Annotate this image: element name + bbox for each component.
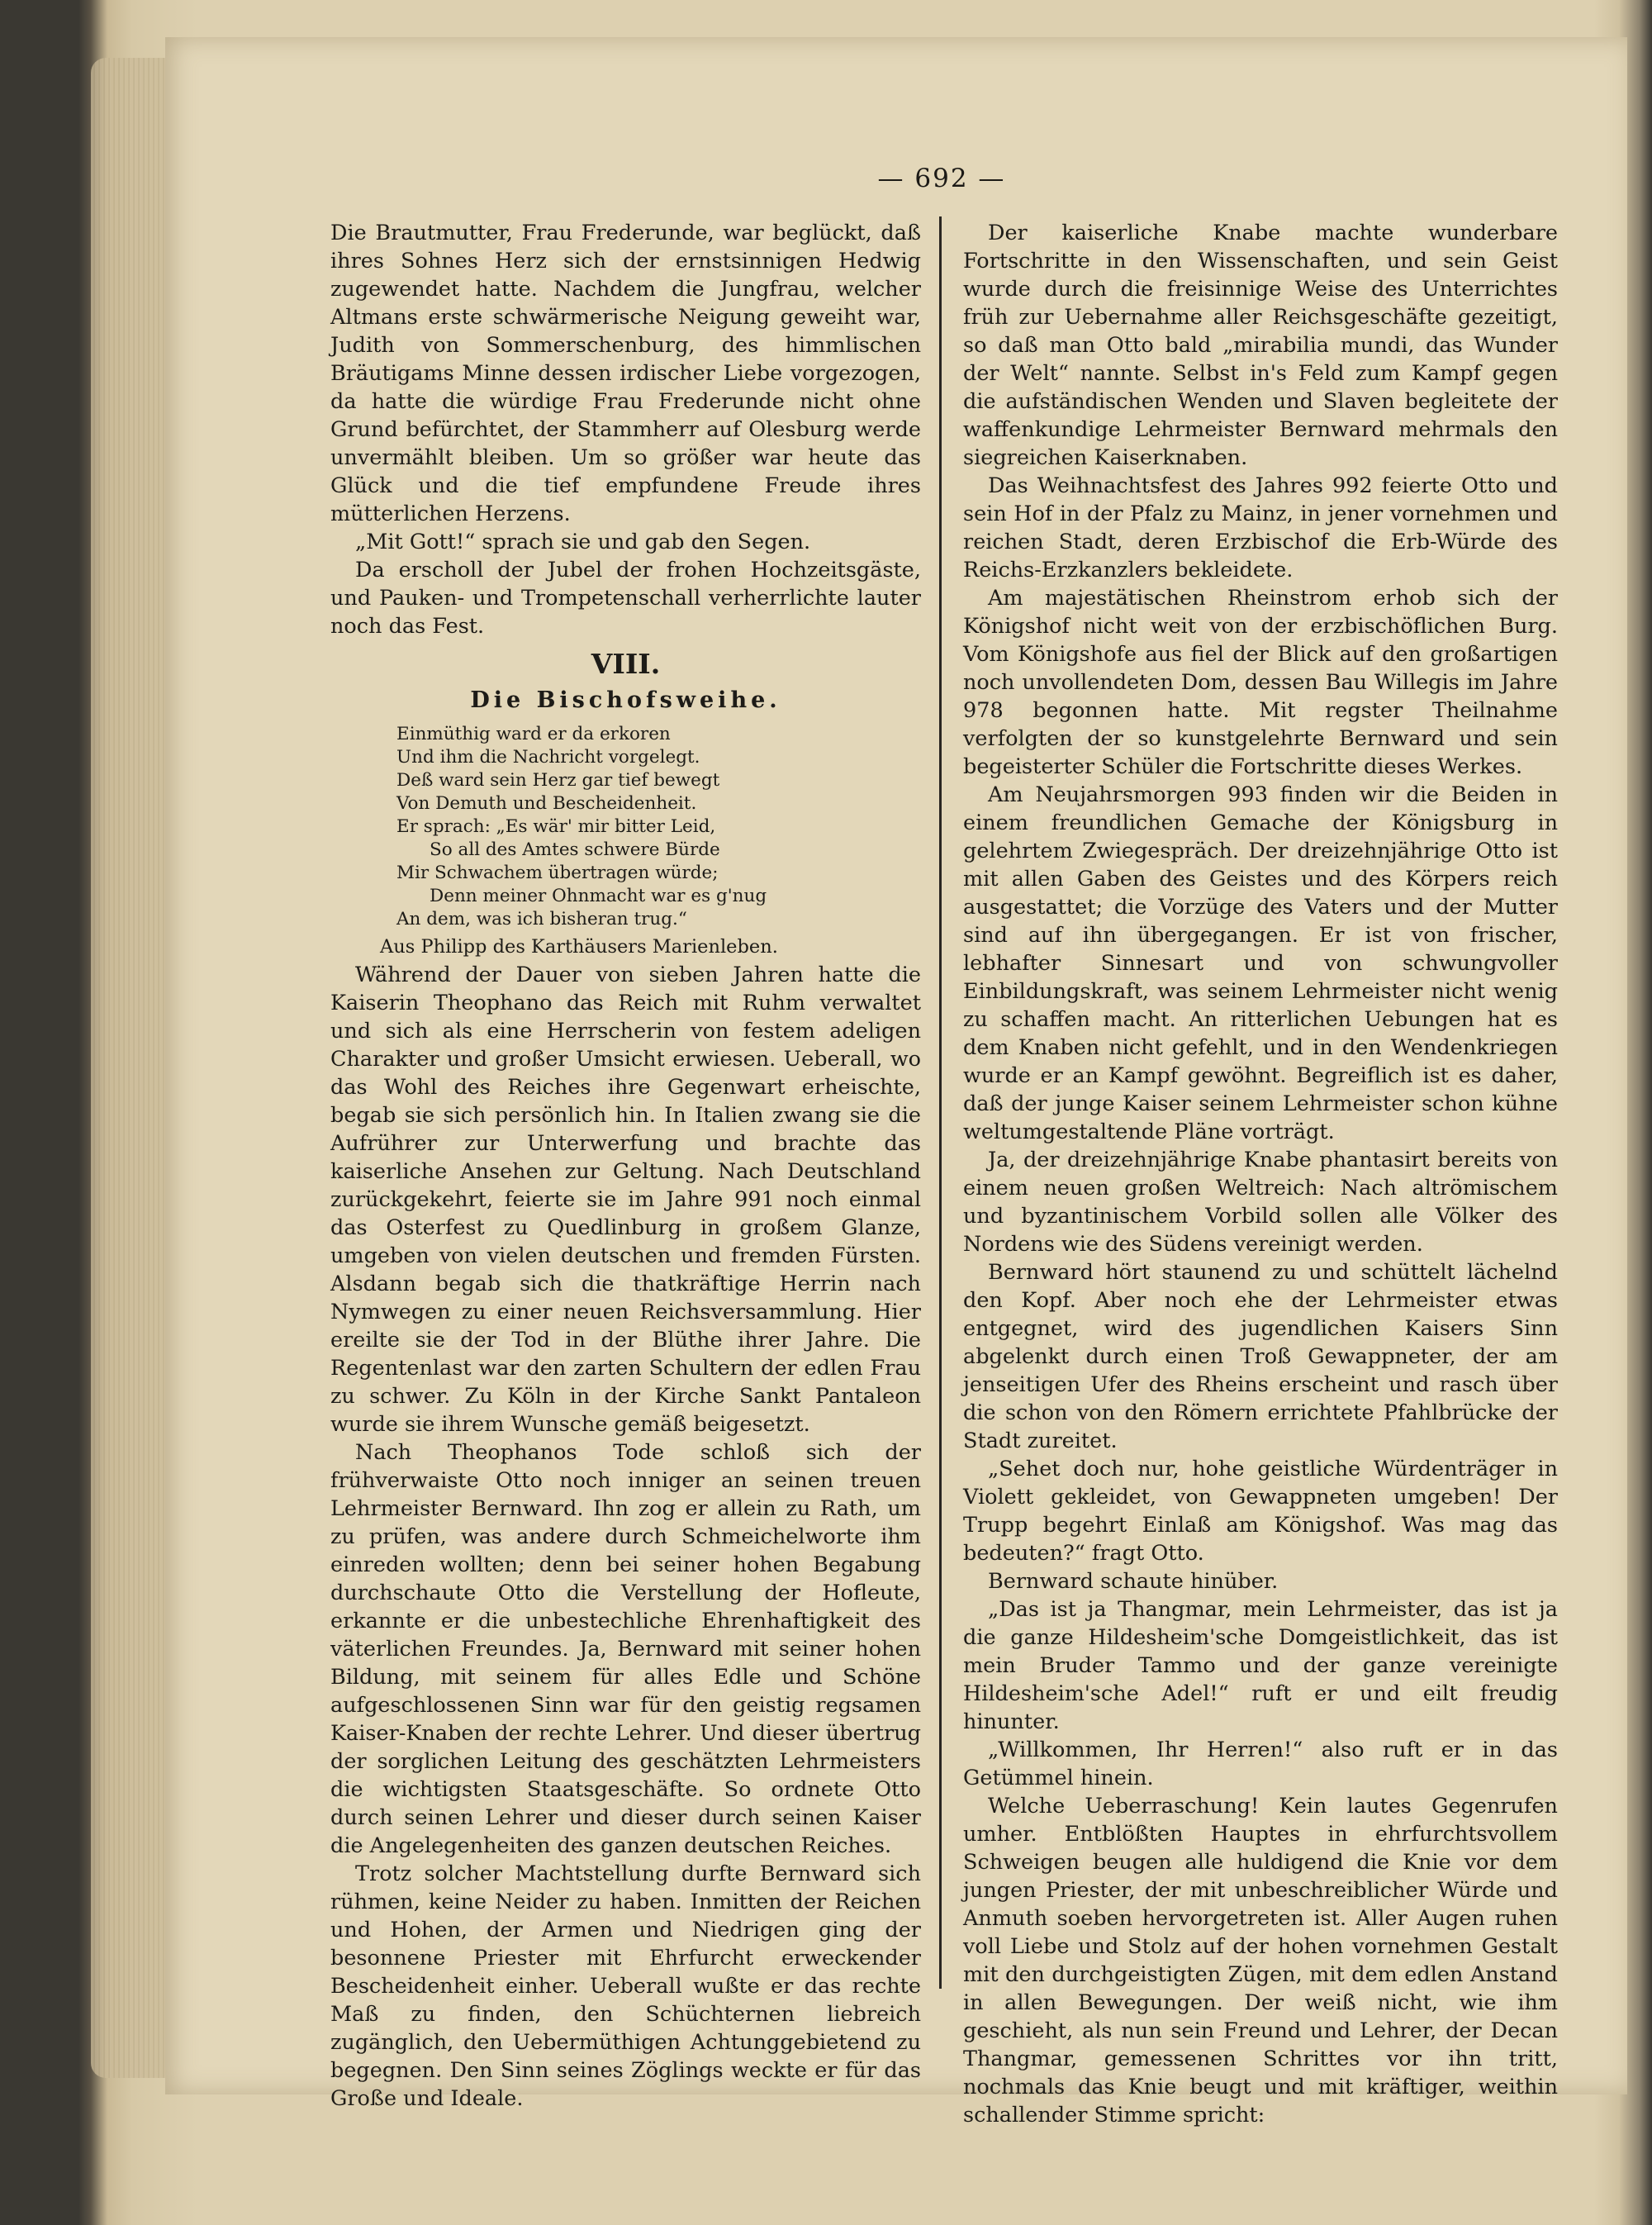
right-column — [963, 219, 1558, 2129]
paragraph: Die Brautmutter, Frau Frederunde, war beglückt, daß ihres Sohnes Herz sich der ernstsinnigen Hedwig zugewendet hatte. Nachdem die Jungfrau, welcher Altmans erste schwärmerische Neigung geweiht war, Judith von Sommerschenburg, des himmlischen Bräutigams Minne dessen irdischer Liebe vorgezogen, da hatte die würdige Frau Frederunde nicht ohne Grund befürchtet, der Stammherr auf Olesburg werde unvermählt bleiben. Um so größer war heute das Glück und die tief empfundene Freude ihres mütterlichen Herzens. — [330, 221, 921, 526]
paragraph: Am majestätischen Rheinstrom erhob sich der Königshof nicht weit von der erzbischöflichen Burg. Vom Königshofe aus fiel der Blick auf den großartigen noch unvollendeten Dom, dessen Bau Willegis im Jahre 978 begonnen hatte. Mit regster Theilnahme verfolgten der so kunstgelehrte Bernward und sein begeisterter Schüler die Fortschritte dieses Werkes. — [963, 586, 1558, 779]
paragraph: Welche Ueberraschung! Kein lautes Gegenrufen umher. Entblößten Hauptes in ehrfurchtsvollem Schweigen beugen alle huldigend die Knie vor dem jungen Priester, der mit unbeschreiblicher Würde und Anmuth soeben hervorgetreten ist. Aller Augen ruhen voll Liebe und Stolz auf der hohen vornehmen Gestalt mit den durchgeistigten Zügen, mit dem edlen Anstand in allen Bewegungen. Der weiß nicht, wie ihm geschieht, als nun sein Freund und Lehrer, der Decan Thangmar, gemessenen Schrittes vor ihn tritt, nochmals das Knie beugt und mit kräftiger, weithin schallender Stimme spricht: — [963, 1794, 1558, 2128]
paragraph: Bernward hört staunend zu und schüttelt lächelnd den Kopf. Aber noch ehe der Lehrmeister etwas entgegnet, wird des jugendlichen Kaisers Sinn abgelenkt durch einen Troß Gewappneter, der am jenseitigen Ufer des Rheins erscheint und rasch über die schon von den Römern errichtete Pfahlbrücke der Stadt zureitet. — [963, 1260, 1558, 1453]
column-divider — [939, 216, 942, 1989]
poem-line: Und ihm die Nachricht vorgelegt. — [396, 747, 700, 768]
paragraph: „Das ist ja Thangmar, mein Lehrmeister, das ist ja die ganze Hildesheim'sche Domgeistlichkeit, das ist mein Bruder Tammo und der ganze vereinigte Hildesheim'sche Adel!“ ruft er und eilt freudig hinunter. — [963, 1597, 1558, 1734]
paragraph: „Willkommen, Ihr Herren!“ also ruft er in das Getümmel hinein. — [963, 1738, 1558, 1790]
chapter-number: VIII. — [591, 648, 661, 680]
paragraph: Bernward schaute hinüber. — [988, 1569, 1279, 1594]
paragraph: „Sehet doch nur, hohe geistliche Würdenträger in Violett gekleidet, von Gewappneten umgeben! Der Trupp begehrt Einlaß am Königshof. Was mag das bedeuten?“ fragt Otto. — [963, 1457, 1558, 1566]
poem-line: An dem, was ich bisheran trug.“ — [396, 909, 687, 929]
poem-line: Von Demuth und Bescheidenheit. — [396, 793, 697, 814]
epigraph-poem — [396, 723, 921, 931]
paragraph: Da erscholl der Jubel der frohen Hochzeitsgäste, und Pauken- und Trompetenschall verherrlichte lauter noch das Fest. — [330, 558, 921, 639]
paragraph: Während der Dauer von sieben Jahren hatte die Kaiserin Theophano das Reich mit Ruhm verwaltet und sich als eine Herrscherin von festem adeligen Charakter und großer Umsicht erwiesen. Ueberall, wo das Wohl des Reiches ihre Gegenwart erheischte, begab sie sich persönlich hin. In Italien zwang sie die Aufrührer zur Unterwerfung und brachte das kaiserliche Ansehen zur Geltung. Nach Deutschland zurückgekehrt, feierte sie im Jahre 991 noch einmal das Osterfest zu Quedlinburg in großem Glanze, umgeben von vielen deutschen und fremden Fürsten. Alsdann begab sich die thatkräftige Herrin nach Nymwegen zu einer neuen Reichsversammlung. Hier ereilte sie der Tod in der Blüthe ihrer Jahre. Die Regentenlast war den zarten Schultern der edlen Frau zu schwer. Zu Köln in der Kirche Sankt Pantaleon wurde sie ihrem Wunsche gemäß beigesetzt. — [330, 963, 921, 1437]
paragraph: Ja, der dreizehnjährige Knabe phantasirt bereits von einem neuen großen Weltreich: Nach altrömischem und byzantinischem Vorbild sollen alle Völker des Nordens wie des Südens vereinigt werden. — [963, 1148, 1558, 1257]
poem-line: Denn meiner Ohnmacht war es g'nug — [430, 886, 767, 906]
paragraph: Das Weihnachtsfest des Jahres 992 feierte Otto und sein Hof in der Pfalz zu Mainz, in jener vornehmen und reichen Stadt, deren Erzbischof die Erb-Würde des Reichs-Erzkanzlers bekleidete. — [963, 473, 1558, 582]
poem-line: Mir Schwachem übertragen würde; — [396, 863, 719, 883]
paragraph: Nach Theophanos Tode schloß sich der frühverwaiste Otto noch inniger an seinen treuen Lehrmeister Bernward. Ihn zog er allein zu Rath, um zu prüfen, was andere durch Schmeichelworte ihm einreden wollten; denn bei seiner hohen Begabung durchschaute Otto die Verstellung der Hofleute, erkannte er die unbestechliche Ehrenhaftigkeit des väterlichen Freundes. Ja, Bernward mit seiner hohen Bildung, mit seinem für alles Edle und Schöne aufgeschlossenen Sinn war für den geistig regsamen Kaiser-Knaben der rechte Lehrer. Und dieser übertrug der sorglichen Leitung des geschätzten Lehrmeisters die wichtigsten Staatsgeschäfte. So ordnete Otto durch seinen Lehrer und dieser durch seinen Kaiser die Angelegenheiten des ganzen deutschen Reiches. — [330, 1440, 921, 1858]
paragraph: „Mit Gott!“ sprach sie und gab den Segen. — [355, 530, 811, 554]
poem-line: Deß ward sein Herz gar tief bewegt — [396, 770, 720, 791]
poem-source: Aus Philipp des Karthäusers Marienleben. — [380, 936, 778, 958]
paragraph: Am Neujahrsmorgen 993 finden wir die Beiden in einem freundlichen Gemache der Königsburg in gelehrtem Zwiegespräch. Der dreizehnjährige Otto ist mit allen Gaben des Geistes und des Körpers reich ausgestattet; die Vorzüge des Vaters und der Mutter sind auf ihn übergegangen. Er ist von frischer, lebhafter Sinnesart und von schwungvoller Einbildungskraft, was seinem Lehrmeister nicht wenig zu schaffen macht. An ritterlichen Uebungen hat es dem Knaben nicht gefehlt, und in den Wendenkriegen wurde er an Kampf gewöhnt. Begreiflich ist es daher, daß der junge Kaiser seinem Lehrmeister schon kühne weltumgestaltende Pläne vorträgt. — [963, 782, 1558, 1144]
page-number: — 692 — — [877, 164, 1006, 193]
paragraph: Der kaiserliche Knabe machte wunderbare Fortschritte in den Wissenschaften, und sein Geist wurde durch die freisinnige Weise des Unterrichtes früh zur Uebernahme aller Reichsgeschäfte gezeitigt, so daß man Otto bald „mirabilia mundi, das Wunder der Welt“ nannte. Selbst in's Feld zum Kampf gegen die aufständischen Wenden und Slaven begleitete der waffenkundige Lehrmeister Bernward mehrmals den siegreichen Kaiserknaben. — [963, 221, 1558, 470]
poem-line: So all des Amtes schwere Bürde — [430, 839, 720, 860]
left-column — [330, 219, 921, 2113]
poem-line: Einmüthig ward er da erkoren — [396, 724, 671, 744]
poem-line: Er sprach: „Es wär' mir bitter Leid, — [396, 816, 716, 837]
chapter-title: Die Bischofsweihe. — [470, 687, 781, 713]
paragraph: Trotz solcher Machtstellung durfte Bernward sich rühmen, keine Neider zu haben. Inmitten der Reichen und Hohen, der Armen und Niedrigen ging der besonnene Priester mit Ehrfurcht erweckender Bescheidenheit einher. Ueberall wußte er das rechte Maß zu finden, den Schüchternen liebreich zugänglich, den Uebermüthigen Achtunggebietend zu begegnen. Den Sinn seines Zöglings weckte er für das Große und Ideale. — [330, 1861, 921, 2111]
